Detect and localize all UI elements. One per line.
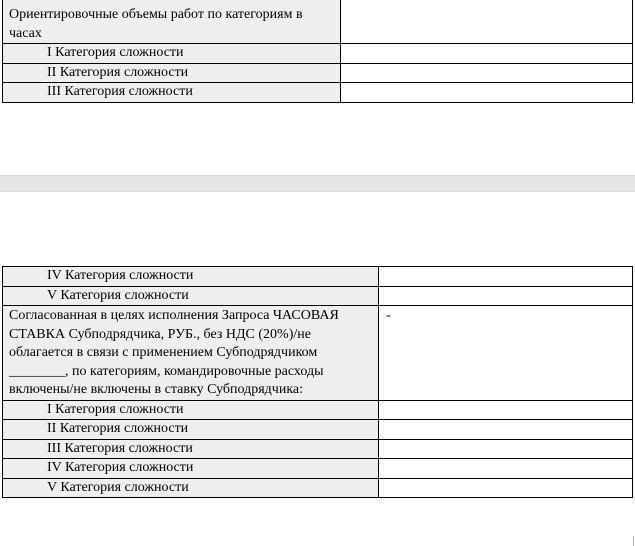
row-label: I Категория сложности [3, 400, 379, 420]
table-row [3, 459, 633, 479]
table-row [3, 478, 633, 498]
rates-table [2, 266, 633, 498]
row-label: Ориентировочные объемы работ по категориям в часах [3, 0, 341, 44]
table-row [3, 83, 633, 103]
row-value[interactable] [379, 478, 633, 498]
row-value[interactable] [379, 420, 633, 440]
row-value[interactable] [379, 459, 633, 479]
table-row [3, 306, 633, 401]
row-label: III Категория сложности [3, 83, 341, 103]
table-row [3, 63, 633, 83]
row-label: I Категория сложности [3, 44, 341, 64]
row-value[interactable] [379, 439, 633, 459]
row-value[interactable] [341, 0, 633, 44]
table-row [3, 420, 633, 440]
row-value[interactable] [341, 63, 633, 83]
row-label: IV Категория сложности [3, 459, 379, 479]
row-label: V Категория сложности [3, 286, 379, 306]
row-label: III Категория сложности [3, 439, 379, 459]
table-row [3, 0, 633, 44]
rate-value[interactable]: - [379, 306, 633, 401]
row-label: II Категория сложности [3, 420, 379, 440]
page-break-gap [0, 175, 635, 192]
volumes-table [2, 0, 633, 103]
row-value[interactable] [341, 44, 633, 64]
row-label: V Категория сложности [3, 478, 379, 498]
rate-description: Согласованная в целях исполнения Запроса ЧАСОВАЯ СТАВКА Субподрядчика, РУБ., без НДС (20%)/не облагается в связи с применением Субподрядчиком ________, по категориям, командировочные расходы включены/не включены в ставку Субподрядчика: [3, 306, 379, 401]
row-value[interactable] [379, 286, 633, 306]
row-label: IV Категория сложности [3, 267, 379, 287]
table-row [3, 400, 633, 420]
table-row [3, 439, 633, 459]
table-row [3, 286, 633, 306]
row-value[interactable] [379, 400, 633, 420]
row-value[interactable] [341, 83, 633, 103]
table-row [3, 267, 633, 287]
table-row [3, 44, 633, 64]
row-value[interactable] [379, 267, 633, 287]
row-label: II Категория сложности [3, 63, 341, 83]
